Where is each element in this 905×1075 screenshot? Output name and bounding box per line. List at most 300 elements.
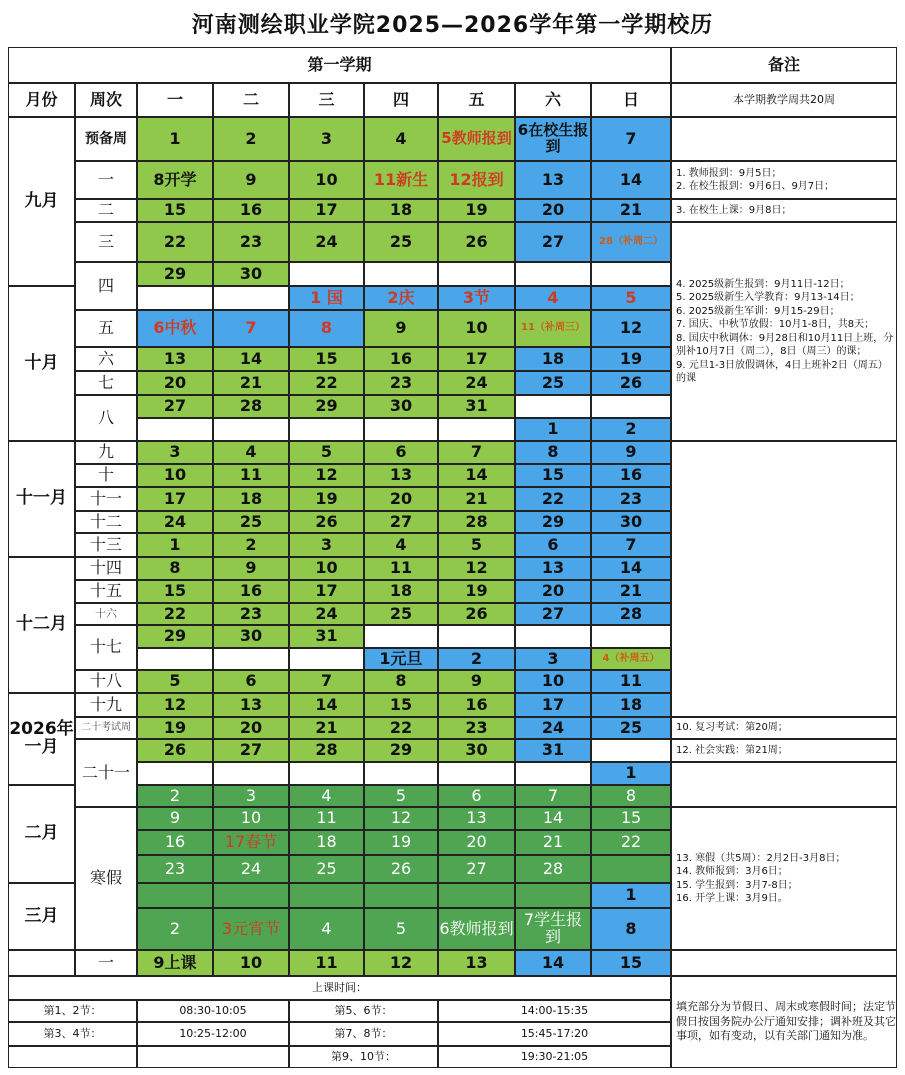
day-cell: 12报到 bbox=[438, 161, 515, 199]
day-cell: 24 bbox=[137, 511, 213, 533]
remark-cell bbox=[671, 117, 897, 161]
day-cell: 3 bbox=[289, 533, 364, 557]
day-cell: 22 bbox=[137, 222, 213, 262]
day-cell: 22 bbox=[289, 371, 364, 395]
schedule-title: 上课时间： bbox=[8, 976, 671, 1000]
blank-cell bbox=[515, 262, 591, 286]
month-cell: 十月 bbox=[8, 286, 75, 441]
day-cell: 25 bbox=[364, 222, 438, 262]
day-cell: 12 bbox=[289, 464, 364, 487]
day-cell: 16 bbox=[364, 347, 438, 371]
blank-cell bbox=[213, 418, 289, 441]
blank-cell bbox=[364, 262, 438, 286]
day-cell: 4 bbox=[289, 908, 364, 950]
day-cell bbox=[438, 883, 515, 908]
day-cell: 21 bbox=[515, 830, 591, 855]
semester-header: 第一学期 bbox=[8, 47, 671, 83]
day-cell: 11 bbox=[591, 670, 671, 693]
day-cell: 9 bbox=[364, 310, 438, 347]
day-cell: 22 bbox=[137, 603, 213, 625]
day-cell: 14 bbox=[438, 464, 515, 487]
day-cell: 17 bbox=[137, 487, 213, 511]
remark-cell bbox=[671, 950, 897, 976]
day-cell: 7 bbox=[591, 117, 671, 161]
day-cell: 1 bbox=[515, 418, 591, 441]
day-cell: 29 bbox=[137, 262, 213, 286]
day-cell: 10 bbox=[289, 161, 364, 199]
day-cell: 12 bbox=[137, 693, 213, 717]
remarks-header: 备注 bbox=[671, 47, 897, 83]
day-cell: 19 bbox=[591, 347, 671, 371]
day-cell: 30 bbox=[591, 511, 671, 533]
day-cell: 16 bbox=[137, 830, 213, 855]
day-cell: 27 bbox=[515, 603, 591, 625]
day-cell: 11新生 bbox=[364, 161, 438, 199]
day-cell: 14 bbox=[515, 807, 591, 830]
day-cell: 5教师报到 bbox=[438, 117, 515, 161]
day-cell: 26 bbox=[364, 855, 438, 883]
day-cell: 28 bbox=[515, 855, 591, 883]
day-cell: 18 bbox=[591, 693, 671, 717]
day-cell: 18 bbox=[213, 487, 289, 511]
day-cell: 5 bbox=[364, 785, 438, 807]
remark-cell: 3. 在校生上课：9月8日； bbox=[671, 199, 897, 222]
day-cell: 23 bbox=[591, 487, 671, 511]
weekday-header: 日 bbox=[591, 83, 671, 117]
day-cell: 21 bbox=[438, 487, 515, 511]
day-cell: 24 bbox=[515, 717, 591, 739]
day-cell: 15 bbox=[289, 347, 364, 371]
day-cell: 1元旦 bbox=[364, 648, 438, 670]
day-cell: 12 bbox=[364, 807, 438, 830]
day-cell: 5 bbox=[364, 908, 438, 950]
blank-cell bbox=[591, 625, 671, 648]
week-label: 七 bbox=[75, 371, 137, 395]
blank-cell bbox=[289, 262, 364, 286]
schedule-cell: 第1、2节： bbox=[8, 1000, 137, 1022]
day-cell: 6 bbox=[438, 785, 515, 807]
day-cell bbox=[137, 883, 213, 908]
day-cell: 2 bbox=[213, 117, 289, 161]
day-cell: 11 bbox=[364, 557, 438, 580]
blank-cell bbox=[438, 625, 515, 648]
week-label: 预备周 bbox=[75, 117, 137, 161]
footer-note: 填充部分为节假日、周末或寒假时间；法定节假日按国务院办公厅通知安排；调补班及其它事项，如有变动，以有关部门通知为准。 bbox=[671, 976, 897, 1068]
day-cell: 19 bbox=[289, 487, 364, 511]
day-cell: 5 bbox=[289, 441, 364, 464]
day-cell: 12 bbox=[591, 310, 671, 347]
week-label: 五 bbox=[75, 310, 137, 347]
schedule-cell: 第9、10节： bbox=[289, 1046, 438, 1068]
day-cell: 11 bbox=[289, 807, 364, 830]
blank-cell bbox=[591, 739, 671, 762]
week-label: 十八 bbox=[75, 670, 137, 693]
day-cell: 8 bbox=[515, 441, 591, 464]
month-cell: 二月 bbox=[8, 785, 75, 883]
blank-cell bbox=[515, 395, 591, 418]
day-cell: 10 bbox=[438, 310, 515, 347]
day-cell: 28（补周二） bbox=[591, 222, 671, 262]
week-label: 四 bbox=[75, 262, 137, 310]
week-header: 周次 bbox=[75, 83, 137, 117]
day-cell: 16 bbox=[213, 199, 289, 222]
day-cell: 5 bbox=[438, 533, 515, 557]
day-cell: 6 bbox=[364, 441, 438, 464]
day-cell: 22 bbox=[591, 830, 671, 855]
week-label: 寒假 bbox=[75, 807, 137, 950]
schedule-cell: 08:30-10:05 bbox=[137, 1000, 289, 1022]
blank-cell bbox=[213, 286, 289, 310]
blank-cell bbox=[213, 762, 289, 785]
day-cell: 13 bbox=[438, 807, 515, 830]
blank-cell bbox=[364, 762, 438, 785]
day-cell: 17 bbox=[438, 347, 515, 371]
day-cell: 9 bbox=[137, 807, 213, 830]
day-cell: 14 bbox=[515, 950, 591, 976]
week-label: 十一 bbox=[75, 487, 137, 511]
day-cell: 4（补周五） bbox=[591, 648, 671, 670]
total-weeks-note: 本学期教学周共20周 bbox=[671, 83, 897, 117]
day-cell: 12 bbox=[438, 557, 515, 580]
schedule-cell: 第5、6节： bbox=[289, 1000, 438, 1022]
day-cell: 21 bbox=[289, 717, 364, 739]
day-cell: 23 bbox=[213, 222, 289, 262]
day-cell: 2 bbox=[137, 908, 213, 950]
day-cell: 15 bbox=[364, 693, 438, 717]
remark-cell bbox=[671, 762, 897, 807]
day-cell: 2 bbox=[137, 785, 213, 807]
day-cell: 30 bbox=[364, 395, 438, 418]
remark-cell: 13. 寒假（共5周）：2月2日-3月8日； 14. 教师报到：3月6日； 15. 学生报到：3月7-8日； 16. 开学上课：3月9日。 bbox=[671, 807, 897, 950]
day-cell: 31 bbox=[438, 395, 515, 418]
blank-cell bbox=[364, 625, 438, 648]
blank-cell bbox=[289, 418, 364, 441]
day-cell: 16 bbox=[438, 693, 515, 717]
day-cell: 29 bbox=[515, 511, 591, 533]
blank-cell bbox=[137, 762, 213, 785]
day-cell: 4 bbox=[364, 533, 438, 557]
day-cell: 9上课 bbox=[137, 950, 213, 976]
blank-cell bbox=[591, 395, 671, 418]
day-cell: 25 bbox=[515, 371, 591, 395]
day-cell: 28 bbox=[289, 739, 364, 762]
day-cell: 1 国 bbox=[289, 286, 364, 310]
day-cell: 20 bbox=[213, 717, 289, 739]
blank-cell bbox=[364, 418, 438, 441]
day-cell: 28 bbox=[591, 603, 671, 625]
day-cell: 27 bbox=[364, 511, 438, 533]
weekday-header: 五 bbox=[438, 83, 515, 117]
day-cell: 25 bbox=[364, 603, 438, 625]
week-label: 二十一 bbox=[75, 739, 137, 807]
day-cell: 20 bbox=[515, 580, 591, 603]
month-header: 月份 bbox=[8, 83, 75, 117]
remark-cell: 10. 复习考试：第20周； bbox=[671, 717, 897, 739]
day-cell: 26 bbox=[591, 371, 671, 395]
day-cell: 14 bbox=[591, 161, 671, 199]
day-cell: 15 bbox=[137, 199, 213, 222]
week-label: 三 bbox=[75, 222, 137, 262]
day-cell: 27 bbox=[438, 855, 515, 883]
day-cell: 13 bbox=[515, 161, 591, 199]
day-cell: 2 bbox=[591, 418, 671, 441]
day-cell: 13 bbox=[137, 347, 213, 371]
day-cell: 20 bbox=[515, 199, 591, 222]
day-cell: 7 bbox=[213, 310, 289, 347]
day-cell: 10 bbox=[515, 670, 591, 693]
blank-cell bbox=[137, 418, 213, 441]
day-cell: 23 bbox=[364, 371, 438, 395]
day-cell: 9 bbox=[213, 161, 289, 199]
day-cell: 8 bbox=[591, 908, 671, 950]
schedule-cell: 15:45-17:20 bbox=[438, 1022, 671, 1046]
day-cell bbox=[289, 883, 364, 908]
day-cell: 12 bbox=[364, 950, 438, 976]
day-cell: 30 bbox=[213, 262, 289, 286]
day-cell: 3元宵节 bbox=[213, 908, 289, 950]
day-cell: 3 bbox=[137, 441, 213, 464]
day-cell: 20 bbox=[438, 830, 515, 855]
day-cell bbox=[515, 883, 591, 908]
day-cell: 19 bbox=[438, 580, 515, 603]
blank-cell bbox=[289, 762, 364, 785]
day-cell: 8 bbox=[137, 557, 213, 580]
day-cell: 29 bbox=[364, 739, 438, 762]
week-label: 二十考试周 bbox=[75, 717, 137, 739]
day-cell: 17春节 bbox=[213, 830, 289, 855]
day-cell: 10 bbox=[213, 950, 289, 976]
day-cell: 9 bbox=[438, 670, 515, 693]
day-cell: 28 bbox=[438, 511, 515, 533]
day-cell: 24 bbox=[213, 855, 289, 883]
week-label: 十二 bbox=[75, 511, 137, 533]
week-label: 十三 bbox=[75, 533, 137, 557]
day-cell: 26 bbox=[289, 511, 364, 533]
day-cell: 1 bbox=[591, 883, 671, 908]
day-cell: 27 bbox=[137, 395, 213, 418]
month-cell: 2026年 一月 bbox=[8, 693, 75, 785]
day-cell: 3 bbox=[515, 648, 591, 670]
day-cell: 8 bbox=[591, 785, 671, 807]
day-cell: 13 bbox=[213, 693, 289, 717]
day-cell: 4 bbox=[515, 286, 591, 310]
blank-cell bbox=[515, 762, 591, 785]
day-cell: 19 bbox=[137, 717, 213, 739]
day-cell: 7 bbox=[515, 785, 591, 807]
day-cell: 11 bbox=[213, 464, 289, 487]
week-label: 十四 bbox=[75, 557, 137, 580]
page-title: 河南测绘职业学院2025—2026学年第一学期校历 bbox=[191, 13, 714, 38]
weekday-header: 一 bbox=[137, 83, 213, 117]
day-cell: 22 bbox=[364, 717, 438, 739]
day-cell: 8 bbox=[364, 670, 438, 693]
week-label: 一 bbox=[75, 161, 137, 199]
week-label: 十五 bbox=[75, 580, 137, 603]
day-cell: 30 bbox=[213, 625, 289, 648]
day-cell: 11 bbox=[289, 950, 364, 976]
day-cell: 14 bbox=[289, 693, 364, 717]
day-cell: 2 bbox=[213, 533, 289, 557]
day-cell: 3节 bbox=[438, 286, 515, 310]
day-cell: 23 bbox=[213, 603, 289, 625]
weekday-header: 四 bbox=[364, 83, 438, 117]
day-cell: 6中秋 bbox=[137, 310, 213, 347]
week-label: 二 bbox=[75, 199, 137, 222]
day-cell bbox=[591, 855, 671, 883]
remark-cell: 12. 社会实践：第21周； bbox=[671, 739, 897, 762]
schedule-cell bbox=[137, 1046, 289, 1068]
blank-cell bbox=[438, 762, 515, 785]
day-cell: 7 bbox=[289, 670, 364, 693]
schedule-cell: 第3、4节： bbox=[8, 1022, 137, 1046]
day-cell: 21 bbox=[213, 371, 289, 395]
week-label: 十六 bbox=[75, 603, 137, 625]
day-cell: 16 bbox=[591, 464, 671, 487]
blank-cell bbox=[289, 648, 364, 670]
day-cell: 1 bbox=[137, 117, 213, 161]
day-cell: 28 bbox=[213, 395, 289, 418]
day-cell: 31 bbox=[289, 625, 364, 648]
day-cell: 2 bbox=[438, 648, 515, 670]
schedule-cell: 10:25-12:00 bbox=[137, 1022, 289, 1046]
day-cell: 9 bbox=[213, 557, 289, 580]
week-label: 九 bbox=[75, 441, 137, 464]
month-cell: 十一月 bbox=[8, 441, 75, 557]
day-cell: 15 bbox=[515, 464, 591, 487]
month-cell: 九月 bbox=[8, 117, 75, 286]
day-cell: 3 bbox=[289, 117, 364, 161]
day-cell: 27 bbox=[515, 222, 591, 262]
day-cell: 3 bbox=[213, 785, 289, 807]
day-cell: 6 bbox=[213, 670, 289, 693]
day-cell: 16 bbox=[213, 580, 289, 603]
schedule-cell: 14:00-15:35 bbox=[438, 1000, 671, 1022]
day-cell: 4 bbox=[289, 785, 364, 807]
day-cell bbox=[364, 883, 438, 908]
day-cell: 10 bbox=[137, 464, 213, 487]
day-cell: 2庆 bbox=[364, 286, 438, 310]
day-cell bbox=[213, 883, 289, 908]
day-cell: 14 bbox=[591, 557, 671, 580]
weekday-header: 三 bbox=[289, 83, 364, 117]
day-cell: 20 bbox=[364, 487, 438, 511]
day-cell: 30 bbox=[438, 739, 515, 762]
month-cell: 三月 bbox=[8, 883, 75, 950]
week-label: 十 bbox=[75, 464, 137, 487]
day-cell: 6 bbox=[515, 533, 591, 557]
day-cell: 21 bbox=[591, 199, 671, 222]
day-cell: 15 bbox=[591, 807, 671, 830]
day-cell: 6教师报到 bbox=[438, 908, 515, 950]
day-cell: 5 bbox=[137, 670, 213, 693]
day-cell: 23 bbox=[438, 717, 515, 739]
blank-cell bbox=[515, 625, 591, 648]
day-cell: 24 bbox=[289, 603, 364, 625]
day-cell: 25 bbox=[289, 855, 364, 883]
weekday-header: 六 bbox=[515, 83, 591, 117]
day-cell: 26 bbox=[137, 739, 213, 762]
day-cell: 5 bbox=[591, 286, 671, 310]
day-cell: 26 bbox=[438, 222, 515, 262]
day-cell: 10 bbox=[213, 807, 289, 830]
day-cell: 24 bbox=[438, 371, 515, 395]
day-cell: 20 bbox=[137, 371, 213, 395]
day-cell: 17 bbox=[515, 693, 591, 717]
blank-cell bbox=[438, 262, 515, 286]
day-cell: 15 bbox=[137, 580, 213, 603]
day-cell: 17 bbox=[289, 580, 364, 603]
day-cell: 25 bbox=[213, 511, 289, 533]
day-cell: 15 bbox=[591, 950, 671, 976]
day-cell: 21 bbox=[591, 580, 671, 603]
day-cell: 29 bbox=[137, 625, 213, 648]
weekday-header: 二 bbox=[213, 83, 289, 117]
day-cell: 25 bbox=[591, 717, 671, 739]
schedule-cell: 19:30-21:05 bbox=[438, 1046, 671, 1068]
day-cell: 13 bbox=[364, 464, 438, 487]
day-cell: 31 bbox=[515, 739, 591, 762]
day-cell: 27 bbox=[213, 739, 289, 762]
day-cell: 23 bbox=[137, 855, 213, 883]
day-cell: 22 bbox=[515, 487, 591, 511]
day-cell: 9 bbox=[591, 441, 671, 464]
remark-cell: 4. 2025级新生报到：9月11日-12日； 5. 2025级新生入学教育：9月13-14日； 6. 2025级新生军训：9月15-29日； 7. 国庆、中秋节放假：10月1-8日，共8天； 8. 国庆中秋调休：9月28日和10月11日上班，分别补10月7日（周二），8日（周三）的课； 9. 元旦1-3日放假调休，4日上班补2日（周五）的课 bbox=[671, 222, 897, 441]
remark-cell bbox=[671, 441, 897, 717]
day-cell: 7学生报到 bbox=[515, 908, 591, 950]
day-cell: 17 bbox=[289, 199, 364, 222]
day-cell: 6在校生报到 bbox=[515, 117, 591, 161]
month-cell: 十二月 bbox=[8, 557, 75, 693]
week-label: 十七 bbox=[75, 625, 137, 670]
week-label: 八 bbox=[75, 395, 137, 441]
day-cell: 24 bbox=[289, 222, 364, 262]
day-cell: 1 bbox=[591, 762, 671, 785]
day-cell: 29 bbox=[289, 395, 364, 418]
blank-cell bbox=[591, 262, 671, 286]
day-cell: 8开学 bbox=[137, 161, 213, 199]
day-cell: 7 bbox=[591, 533, 671, 557]
day-cell: 26 bbox=[438, 603, 515, 625]
week-label: 十九 bbox=[75, 693, 137, 717]
day-cell: 18 bbox=[364, 580, 438, 603]
day-cell: 7 bbox=[438, 441, 515, 464]
schedule-cell bbox=[8, 1046, 137, 1068]
month-cell bbox=[8, 950, 75, 976]
blank-cell bbox=[213, 648, 289, 670]
blank-cell bbox=[137, 286, 213, 310]
day-cell: 18 bbox=[364, 199, 438, 222]
week-label: 一 bbox=[75, 950, 137, 976]
schedule-cell: 第7、8节： bbox=[289, 1022, 438, 1046]
day-cell: 8 bbox=[289, 310, 364, 347]
day-cell: 1 bbox=[137, 533, 213, 557]
blank-cell bbox=[137, 648, 213, 670]
day-cell: 10 bbox=[289, 557, 364, 580]
day-cell: 13 bbox=[515, 557, 591, 580]
day-cell: 18 bbox=[515, 347, 591, 371]
day-cell: 13 bbox=[438, 950, 515, 976]
day-cell: 11（补周三） bbox=[515, 310, 591, 347]
day-cell: 19 bbox=[364, 830, 438, 855]
day-cell: 4 bbox=[213, 441, 289, 464]
remark-cell: 1. 教师报到：9月5日； 2. 在校生报到：9月6日、9月7日； bbox=[671, 161, 897, 199]
blank-cell bbox=[438, 418, 515, 441]
day-cell: 19 bbox=[438, 199, 515, 222]
day-cell: 4 bbox=[364, 117, 438, 161]
day-cell: 18 bbox=[289, 830, 364, 855]
week-label: 六 bbox=[75, 347, 137, 371]
day-cell: 14 bbox=[213, 347, 289, 371]
